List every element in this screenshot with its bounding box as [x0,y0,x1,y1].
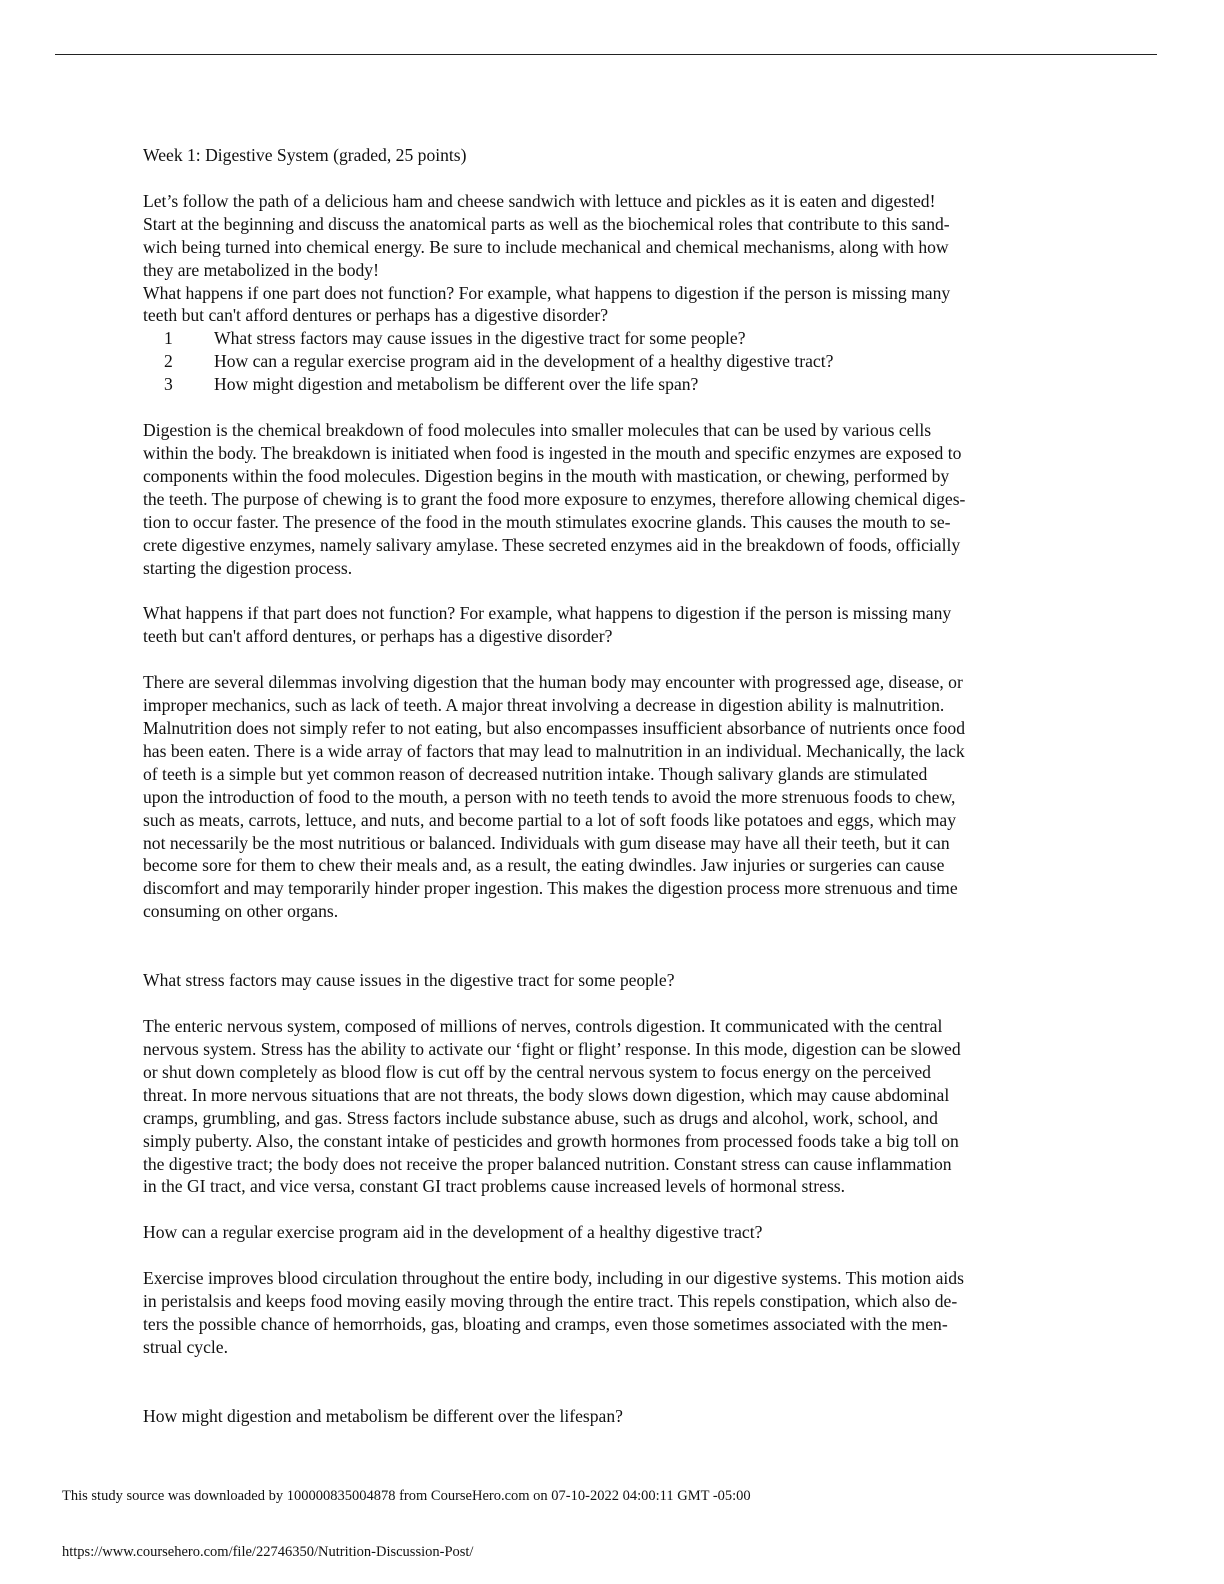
list-item-text: What stress factors may cause issues in the digestive tract for some people? [214,328,746,349]
list-item-text: How might digestion and metabolism be different over the life span? [214,374,699,395]
list-item [143,327,1073,350]
function-question: What happens if that part does not function? For example, what happens to digestion if the person is missing many teeth but can't afford dentures, or perhaps has a digestive disorder? [143,603,952,647]
stress-question: What stress factors may cause issues in the digestive tract for some people? [143,970,675,991]
exercise-paragraph: Exercise improves blood circulation throughout the entire body, including in our digestive systems. This motion aids in peristalsis and keeps food moving easily moving through the entire tract. This repels constipation, which also de- ters the possible chance of hemorrhoids, gas, bloating and cramps, even those sometimes associated with the men- strual cycle. [143,1268,964,1357]
question-list [143,327,1073,396]
document-body [143,144,1073,1428]
prompt-paragraph: Let’s follow the path of a delicious ham and cheese sandwich with lettuce and pickles as it is eaten and digested! Start at the beginning and discuss the anatomical parts as well as the biochemical roles that contribute to this sand- wich being turned into chemical energy. Be sure to include mechanical and chemical mechanisms, along with how they are metabolized in the body! What happens if one part does not function? For example, what happens to digestion if the person is missing many teeth but can't afford dentures or perhaps has a digestive disorder? [143,190,951,326]
document-title: Week 1: Digestive System (graded, 25 points) [143,145,467,165]
list-item-number: 1 [164,328,173,349]
digestion-paragraph: Digestion is the chemical breakdown of food molecules into smaller molecules that can be used by various cells within the body. The breakdown is initiated when food is ingested in the mouth and specific enzymes are exposed to components within the food molecules. Digestion begins in the mouth with mastication, or chewing, performed by the teeth. The purpose of chewing is to grant the food more exposure to enzymes, therefore allowing chemical diges- tion to occur faster. The presence of the food in the mouth stimulates exocrine glands. This causes the mouth to se- crete digestive enzymes, namely salivary amylase. These secreted enzymes aid in the breakdown of foods, officially starting the digestion process. [143,420,966,578]
source-url: https://www.coursehero.com/file/22746350/Nutrition-Discussion-Post/ [62,1544,474,1560]
list-item-number: 3 [164,374,173,395]
lifespan-question: How might digestion and metabolism be different over the lifespan? [143,1405,623,1426]
stress-paragraph: The enteric nervous system, composed of millions of nerves, controls digestion. It communicated with the central nervous system. Stress has the ability to activate our ‘fight or flight’ response. In this mode, digestion can be slowed or shut down completely as blood flow is cut off by the central nervous system to focus energy on the perceived threat. In more nervous situations that are not threats, the body slows down digestion, which may cause abdominal cramps, grumbling, and gas. Stress factors include substance abuse, such as drugs and alcohol, work, school, and simply puberty. Also, the constant intake of pesticides and growth hormones from processed foods take a big toll on the digestive tract; the body does not receive the proper balanced nutrition. Constant stress can cause inflammation in the GI tract, and vice versa, constant GI tract problems cause increased levels of hormonal stress. [143,1016,961,1197]
list-item-number: 2 [164,351,173,372]
list-item [143,350,1073,373]
list-item-text: How can a regular exercise program aid in the development of a healthy digestive tract? [214,351,834,372]
dilemmas-paragraph: There are several dilemmas involving digestion that the human body may encounter with progressed age, disease, or improper mechanics, such as lack of teeth. A major threat involving a decrease in digestion ability is malnutrition. Malnutrition does not simply refer to not eating, but also encompasses insufficient absorbance of nutrients once food has been eaten. There is a wide array of factors that may lead to malnutrition in an individual. Mechanically, the lack of teeth is a simple but yet common reason of decreased nutrition intake. Though salivary glands are stimulated upon the introduction of food to the mouth, a person with no teeth tends to avoid the more strenuous foods to chew, such as meats, carrots, lettuce, and nuts, and become partial to a lot of soft foods like potatoes and eggs, which may not necessarily be the most nutritious or balanced. Individuals with gum disease may have all their teeth, but it can become sore for them to chew their meals and, as a result, the eating dwindles. Jaw injuries or surgeries can cause discomfort and may temporarily hinder proper ingestion. This makes the digestion process more strenuous and time consuming on other organs. [143,672,965,922]
header-divider [55,54,1157,55]
exercise-question: How can a regular exercise program aid in the development of a healthy digestive tract? [143,1222,763,1243]
list-item [143,373,1073,396]
download-source-note: This study source was downloaded by 100000835004878 from CourseHero.com on 07-10-2022 04:00:11 GMT -05:00 [62,1488,751,1504]
